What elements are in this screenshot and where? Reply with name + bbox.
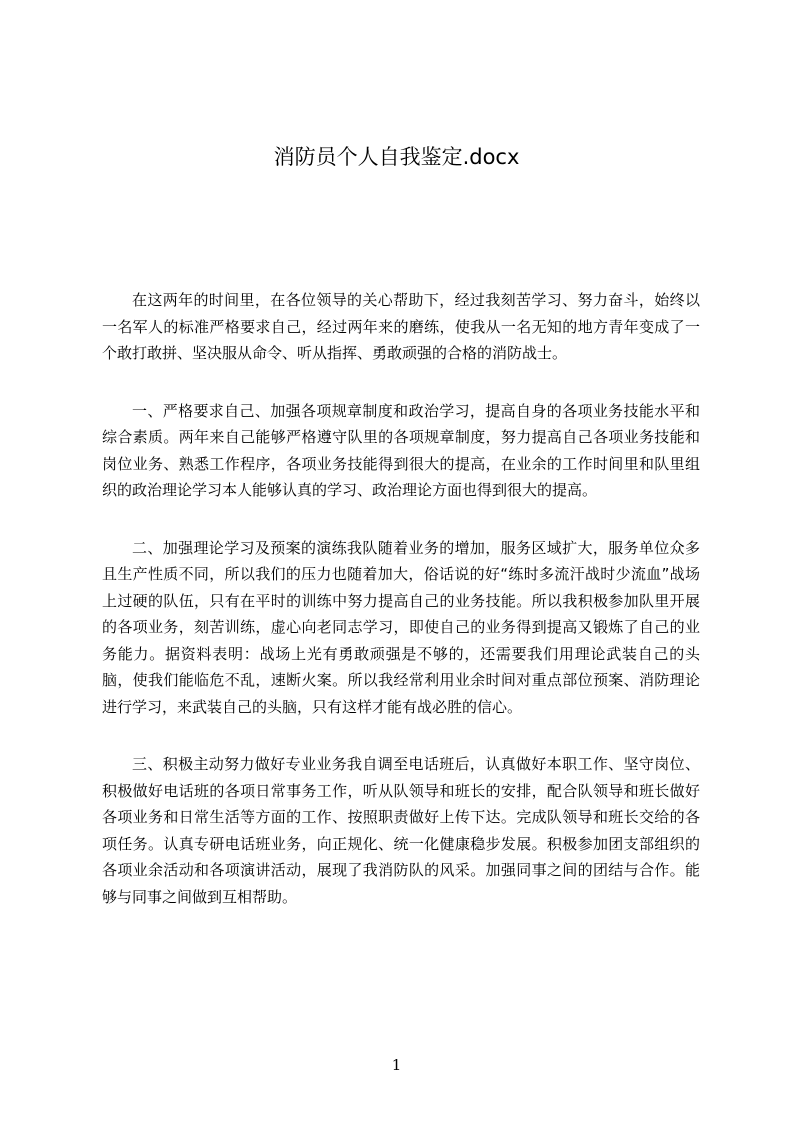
paragraph-section-3: 三、积极主动努力做好专业业务我自调至电话班后，认真做好本职工作、坚守岗位、积极做好电话班的各项日常事务工作，听从队领导和班长的安排，配合队领导和班长做好各项业务和日常生活等方面的工作、按照职责做好上传下达。完成队领导和班长交给的各项任务。认真专研电话班业务，向正规化、统一化健康稳步发展。积极参加团支部组织的各项业余活动和各项演讲活动，展现了我消防队的风采。加强同事之间的团结与合作。能够与同事之间做到互相帮助。 <box>102 755 700 906</box>
paragraph-intro: 在这两年的时间里，在各位领导的关心帮助下，经过我刻苦学习、努力奋斗，始终以一名军人的标准严格要求自己，经过两年来的磨练，使我从一名无知的地方青年变成了一个敢打敢拼、坚决服从命令、听从指挥、勇敢顽强的合格的消防战士。 <box>102 291 700 362</box>
page-number: 1 <box>391 1056 402 1074</box>
paragraph-section-1: 一、严格要求自己、加强各项规章制度和政治学习，提高自身的各项业务技能水平和综合素质。两年来自己能够严格遵守队里的各项规章制度，努力提高自己各项业务技能和岗位业务、熟悉工作程序，各项业务技能得到很大的提高，在业余的工作时间里和队里组织的政治理论学习本人能够认真的学习、政治理论方面也得到很大的提高。 <box>102 401 700 499</box>
document-body <box>102 287 700 941</box>
paragraph-section-2: 二、加强理论学习及预案的演练我队随着业务的增加，服务区域扩大，服务单位众多且生产性质不同，所以我们的压力也随着加大，俗话说的好“练时多流汗战时少流血”战场上过硬的队伍，只有在平时的训练中努力提高自己的业务技能。所以我积极参加队里开展的各项业务，刻苦训练，虚心向老同志学习，即使自己的业务得到提高又锻炼了自己的业务能力。据资料表明：战场上光有勇敢顽强是不够的，还需要我们用理论武装自己的头脑，使我们能临危不乱，速断火案。所以我经常利用业余时间对重点部位预案、消防理论进行学习，来武装自己的头脑，只有这样才能有战必胜的信心。 <box>102 538 700 716</box>
document-title: 消防员个人自我鉴定.docx <box>273 145 520 169</box>
